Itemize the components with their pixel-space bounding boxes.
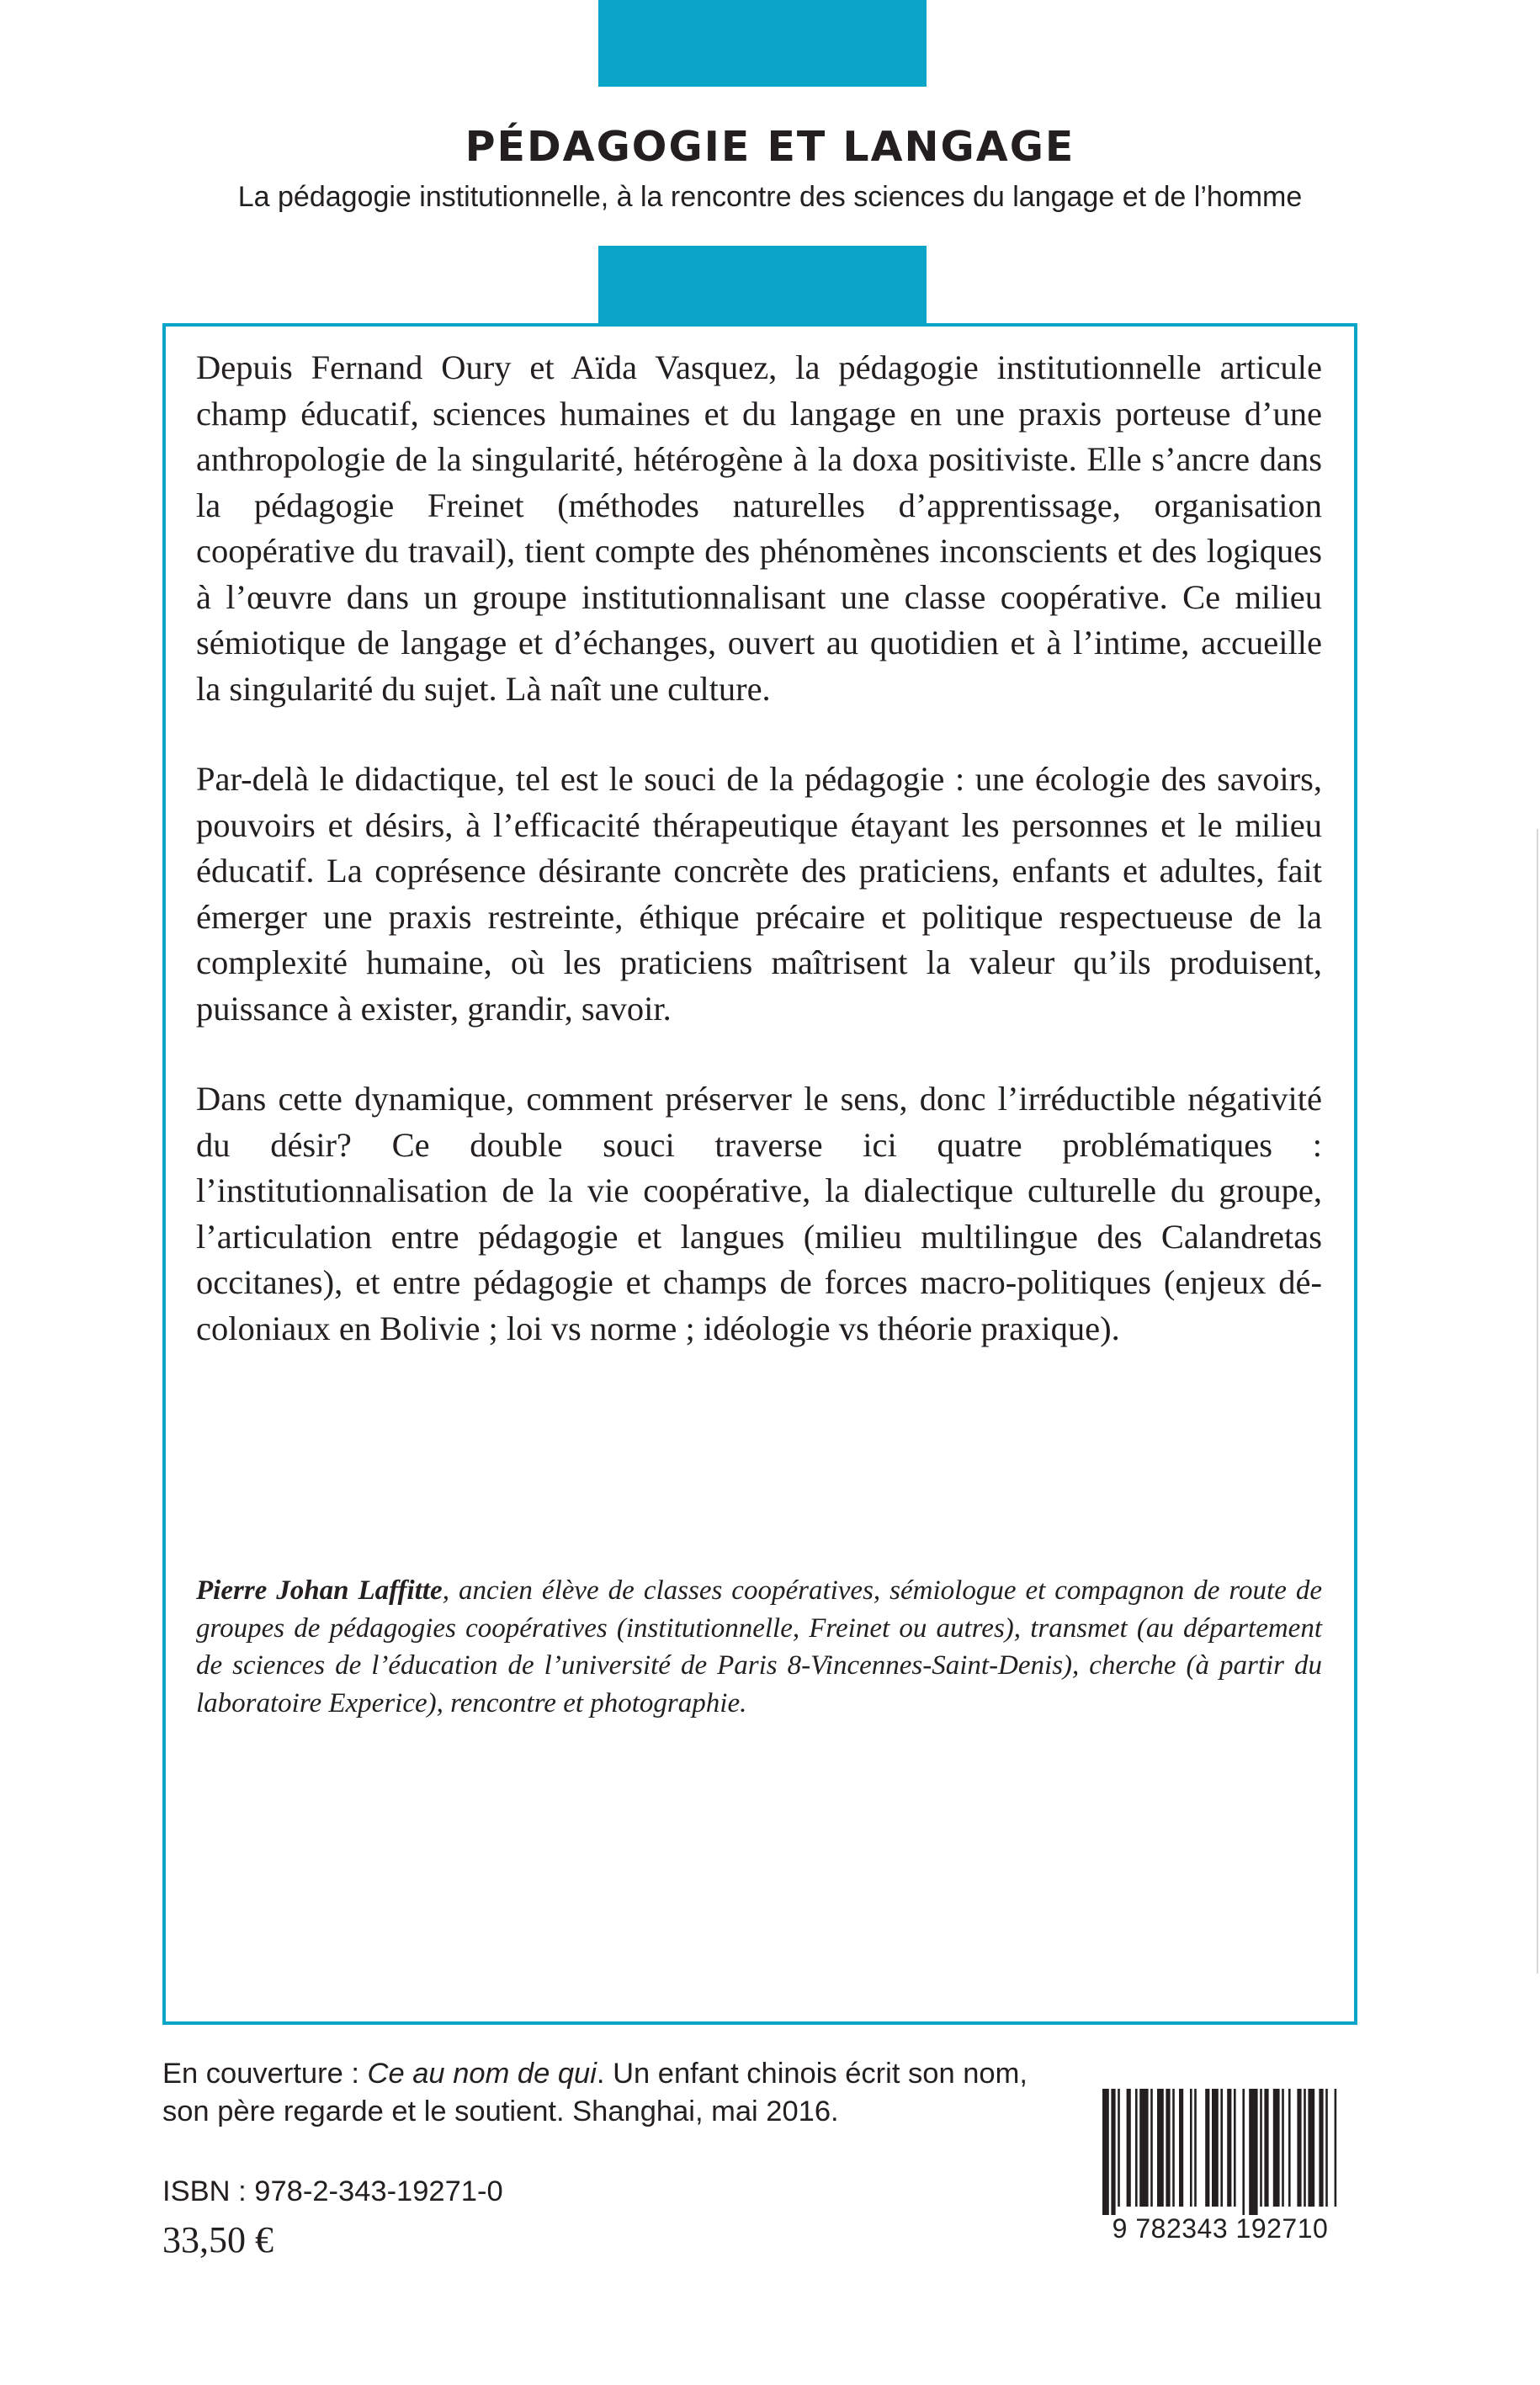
price-label: 33,50 € [162,2219,273,2260]
barcode-bar [1234,2089,1236,2207]
barcode-bar [1205,2089,1209,2207]
barcode-bar [1288,2089,1291,2207]
page-edge-line [1537,829,1538,1973]
barcode-bar [1118,2089,1120,2207]
middle-color-tab [598,246,927,323]
barcode-bar [1242,2089,1245,2215]
barcode-bar [1102,2089,1109,2215]
barcode-bar [1297,2089,1301,2207]
barcode [1086,2089,1355,2257]
barcode-bar [1172,2089,1175,2207]
barcode-bar [1304,2089,1306,2207]
book-subtitle: La pédagogie institutionnelle, à la rencontre des sciences du langage et de l’homme [237,181,1303,213]
barcode-bar [1179,2089,1183,2207]
barcode-bar [1319,2089,1323,2207]
author-name: Pierre Johan Laffitte [196,1575,443,1606]
blurb-paragraph-3: Dans cette dynamique, comment préserver le sens, donc l’irréductible négativité du désir? Ce double souci traverse ici quatre problématiques : l’institutionnalisation de la vie coopérative, la dialectique culturelle du groupe, l’articulation entre pédagogie et langues (milieu multilingue des Calandretas occitanes), et entre pédagogie et champs de forces macro-politiques (enjeux dé-coloniaux en Bolivie ; loi vs norme ; idéologie vs théorie praxique). [196,1080,1322,1347]
barcode-bar [1264,2089,1268,2207]
top-color-tab [598,0,927,87]
barcode-bars [1102,2089,1338,2215]
author-bio-text: , ancien élève de classes coopératives, sémiologue et compagnon de route de groupes de pédagogies coopératives (institutionnelle, Freinet ou autres), transmet (au département de sciences de l’éducation de l’université de Paris 8-Vincennes-Saint-Denis), cherche (à partir du laboratoire Experice), rencontre et photographie. [196,1575,1322,1718]
barcode-bar [1308,2089,1314,2207]
cover-work-title: Ce au nom de qui [367,2058,597,2090]
barcode-bar [1220,2089,1223,2207]
barcode-bar [1150,2089,1153,2207]
barcode-bar [1260,2089,1262,2207]
barcode-bar [1249,2089,1257,2215]
barcode-bar [1227,2089,1231,2207]
barcode-bar [1282,2089,1284,2207]
barcode-digits: 9 782343 192710 [1112,2213,1329,2244]
barcode-bar [1325,2089,1328,2207]
cover-credit-text: . Un enfant chinois écrit son nom, son père regarde et le soutient. Shanghai, mai 2016. [162,2058,1028,2127]
barcode-bar [1190,2089,1192,2207]
barcode-bar [1166,2089,1170,2207]
barcode-bar [1157,2089,1164,2207]
author-bio [196,1572,1322,1722]
cover-credit-prefix: En couverture : [162,2058,368,2090]
book-title: PÉDAGOGIE ET LANGAGE [465,123,1075,171]
barcode-bar [1335,2089,1337,2207]
barcode-bar [1135,2089,1138,2207]
cover-credit [162,2055,1046,2131]
barcode-bar [1194,2089,1197,2207]
barcode-bar [1111,2089,1115,2215]
blurb-paragraph-1: Depuis Fernand Oury et Aïda Vasquez, la pédagogie institutionnelle articule champ éducatif, sciences humaines et du langage en une praxis porteuse d’une anthropologie de la singularité, hétérogène à la doxa positiviste. Elle s’ancre dans la pédagogie Freinet (méthodes naturelles d’apprentissage, organisation coopérative du travail), tient compte des phénomènes inconscients et des logiques à l’œuvre dans un groupe institutionnalisant une classe coopérative. Ce milieu sémiotique de langage et d’échanges, ouvert au quotidien et à l’intime, accueille la singularité du sujet. Là naît une culture. [196,348,1322,708]
barcode-bar [1212,2089,1219,2207]
blurb-text [196,345,1322,1396]
blurb-paragraph-2: Par-delà le didactique, tel est le souci de la pédagogie : une écologie des savoirs, pouvoirs et désirs, à l’efficacité thérapeutique étayant les personnes et le milieu éducatif. La coprésence désirante concrète des praticiens, enfants et adultes, fait émerger une praxis restreinte, éthique précaire et politique respectueuse de la complexité humaine, où les praticiens maîtrisent la valeur qu’ils produisent, puissance à exister, grandir, savoir. [196,760,1322,1028]
barcode-bar [1139,2089,1148,2207]
isbn-label: ISBN : 978-2-343-19271-0 [162,2175,503,2207]
barcode-bar [1273,2089,1280,2207]
barcode-bar [1127,2089,1131,2207]
